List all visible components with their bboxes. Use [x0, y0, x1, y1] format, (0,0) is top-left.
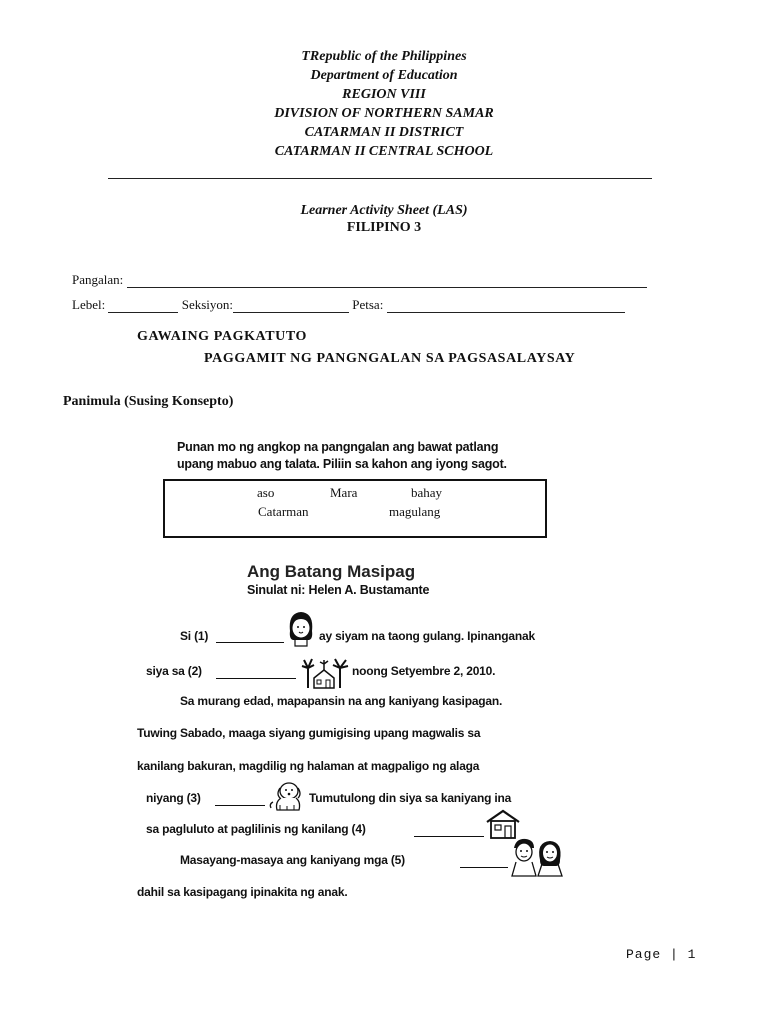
- answer-blank-4[interactable]: [414, 824, 484, 837]
- story-line-5: kanilang bakuran, magdilig ng halaman at magpaligo ng alaga: [137, 759, 480, 773]
- story-line-8: Masayang-masaya ang kaniyang mga (5): [180, 853, 405, 867]
- date-blank[interactable]: [387, 299, 625, 313]
- answer-blank-1[interactable]: [216, 630, 284, 643]
- date-label: Petsa:: [352, 297, 384, 312]
- level-label: Lebel:: [72, 297, 106, 312]
- story-line-2b: noong Setyembre 2, 2010.: [352, 664, 496, 678]
- header-division: DIVISION OF NORTHERN SAMAR: [274, 106, 494, 121]
- sheet-title: Learner Activity Sheet (LAS): [300, 203, 468, 218]
- story-author: Sinulat ni: Helen A. Bustamante: [247, 583, 430, 597]
- story-line-3: Sa murang edad, mapapansin na ang kaniyang kasipagan.: [180, 694, 503, 708]
- answer-blank-3[interactable]: [215, 793, 265, 806]
- page-label: Page: [626, 947, 662, 962]
- word-bahay: bahay: [411, 485, 443, 500]
- page-separator: |: [670, 947, 679, 962]
- answer-blank-5[interactable]: [460, 855, 508, 868]
- name-blank[interactable]: [127, 274, 647, 288]
- word-magulang: magulang: [389, 504, 441, 519]
- intro-label: Panimula (Susing Konsepto): [63, 394, 234, 409]
- header-district: CATARMAN II DISTRICT: [304, 125, 464, 140]
- page-number: 1: [687, 947, 697, 962]
- instruction-line-1: Punan mo ng angkop na pangngalan ang bawat patlang: [177, 440, 499, 454]
- story-line-9: dahil sa kasipagang ipinakita ng anak.: [137, 885, 348, 899]
- word-catarman: Catarman: [258, 504, 309, 519]
- story-line-7: sa pagluluto at paglilinis ng kanilang (4): [146, 822, 366, 836]
- instruction-line-2: upang mabuo ang talata. Piliin sa kahon ang iyong sagot.: [177, 457, 507, 471]
- header-divider: [108, 178, 652, 179]
- name-label: Pangalan:: [72, 272, 124, 287]
- page-footer: [626, 947, 696, 962]
- header-republic: TRepublic of the Philippines: [301, 49, 467, 64]
- section-blank[interactable]: [233, 299, 349, 313]
- parents-icon: [508, 836, 564, 878]
- town-icon: [300, 654, 350, 692]
- details-field: [72, 297, 662, 313]
- name-field: [72, 272, 662, 288]
- story-line-1b: ay siyam na taong gulang. Ipinanganak: [319, 629, 535, 643]
- activity-heading: GAWAING PAGKATUTO: [137, 329, 308, 344]
- girl-icon: [284, 609, 318, 647]
- story-line-6a: niyang (3): [146, 791, 201, 805]
- header-region: REGION VIII: [342, 87, 426, 102]
- header-school: CATARMAN II CENTRAL SCHOOL: [274, 144, 494, 159]
- answer-blank-2[interactable]: [216, 666, 296, 679]
- story-title: Ang Batang Masipag: [247, 562, 416, 581]
- section-label: Seksiyon:: [181, 297, 234, 312]
- header-department: Department of Education: [310, 68, 458, 83]
- word-mara: Mara: [330, 485, 358, 500]
- story-line-2a: siya sa (2): [146, 664, 202, 678]
- story-line-4: Tuwing Sabado, maaga siyang gumigising upang magwalis sa: [137, 726, 481, 740]
- level-blank[interactable]: [108, 299, 178, 313]
- dog-icon: [265, 780, 305, 814]
- story-line-6b: Tumutulong din siya sa kaniyang ina: [309, 791, 512, 805]
- activity-subheading: PAGGAMIT NG PANGNGALAN SA PAGSASALAYSAY: [204, 351, 576, 366]
- subject-title: FILIPINO 3: [346, 220, 422, 235]
- word-aso: aso: [257, 485, 275, 500]
- story-line-1a: Si (1): [180, 629, 209, 643]
